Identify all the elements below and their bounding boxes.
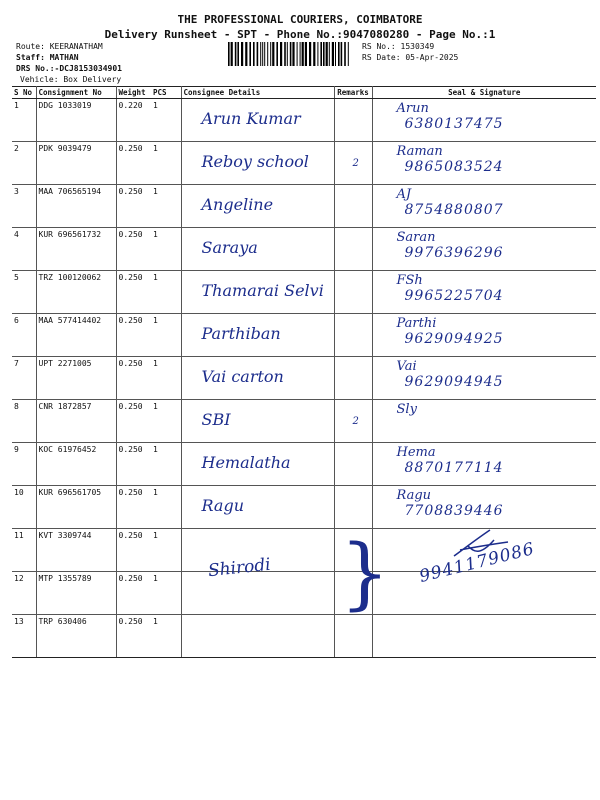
handwritten-signature: Vai bbox=[396, 359, 417, 374]
handwritten-signature: AJ bbox=[396, 187, 412, 202]
cell-pcs: 1 bbox=[151, 142, 181, 185]
handwritten-consignee-name: Vai carton bbox=[201, 367, 284, 386]
cell-weight: 0.220 bbox=[116, 99, 151, 142]
handwritten-consignee-name: Thamarai Selvi bbox=[201, 281, 324, 300]
cell-weight: 0.250 bbox=[116, 142, 151, 185]
cell-seal-signature bbox=[372, 443, 596, 486]
cell-pcs: 1 bbox=[151, 357, 181, 400]
col-signature-header: Seal & Signature bbox=[372, 87, 596, 99]
cell-sno: 8 bbox=[12, 400, 36, 443]
table-row bbox=[12, 357, 596, 400]
handwritten-signature: Arun bbox=[396, 101, 429, 116]
handwritten-consignee-name: SBI bbox=[201, 410, 231, 429]
cell-consignment-no: KVT 3309744 bbox=[36, 529, 116, 572]
route-label: Route: KEERANATHAM bbox=[16, 42, 103, 51]
cell-seal-signature bbox=[372, 185, 596, 228]
cell-remarks bbox=[334, 486, 372, 529]
table-row bbox=[12, 443, 596, 486]
cell-consignment-no: PDK 9039479 bbox=[36, 142, 116, 185]
cell-weight: 0.250 bbox=[116, 572, 151, 615]
table-row bbox=[12, 185, 596, 228]
cell-consignee bbox=[181, 615, 334, 658]
cell-sno: 9 bbox=[12, 443, 36, 486]
cell-remarks bbox=[334, 314, 372, 357]
table-row bbox=[12, 142, 596, 185]
handwritten-consignee-name: Parthiban bbox=[201, 324, 281, 343]
handwritten-phone-group: 9941179086 bbox=[417, 539, 537, 587]
cell-consignment-no: MAA 706565194 bbox=[36, 185, 116, 228]
cell-consignee bbox=[181, 228, 334, 271]
cell-remarks bbox=[334, 185, 372, 228]
vehicle-label: Vehicle: Box Delivery bbox=[20, 75, 122, 84]
cell-consignee bbox=[181, 142, 334, 185]
rs-number: RS No.: 1530349 bbox=[362, 42, 435, 51]
cell-pcs: 1 bbox=[151, 228, 181, 271]
cell-remarks bbox=[334, 228, 372, 271]
table-row bbox=[12, 228, 596, 271]
cell-remarks bbox=[334, 142, 372, 185]
cell-remarks bbox=[334, 400, 372, 443]
cell-weight: 0.250 bbox=[116, 357, 151, 400]
cell-weight: 0.250 bbox=[116, 314, 151, 357]
cell-pcs: 1 bbox=[151, 572, 181, 615]
curly-brace-mark: } bbox=[340, 529, 390, 619]
cell-weight: 0.250 bbox=[116, 271, 151, 314]
table-row bbox=[12, 314, 596, 357]
handwritten-consignee-name: Angeline bbox=[201, 195, 274, 214]
cell-consignee bbox=[181, 357, 334, 400]
handwritten-consignee-name: Hemalatha bbox=[201, 453, 291, 472]
cell-sno: 6 bbox=[12, 314, 36, 357]
cell-weight: 0.250 bbox=[116, 486, 151, 529]
cell-weight: 0.250 bbox=[116, 443, 151, 486]
cell-consignment-no: KUR 696561732 bbox=[36, 228, 116, 271]
handwritten-consignee-name: Ragu bbox=[201, 496, 244, 515]
handwritten-phone-number: 6380137475 bbox=[404, 116, 504, 132]
cell-sno: 2 bbox=[12, 142, 36, 185]
col-remarks-header: Remarks bbox=[334, 87, 372, 99]
cell-seal-signature bbox=[372, 357, 596, 400]
handwritten-remark: 2 bbox=[352, 416, 359, 427]
cell-sno: 4 bbox=[12, 228, 36, 271]
handwritten-signature: FSh bbox=[396, 273, 423, 288]
cell-sno: 1 bbox=[12, 99, 36, 142]
cell-consignment-no: TRZ 100120062 bbox=[36, 271, 116, 314]
handwritten-phone-number: 9629094925 bbox=[404, 331, 504, 347]
cell-seal-signature bbox=[372, 99, 596, 142]
col-sno-header: S No bbox=[12, 87, 36, 99]
handwritten-phone-number: 8754880807 bbox=[404, 202, 504, 218]
table-row bbox=[12, 572, 596, 615]
cell-pcs: 1 bbox=[151, 314, 181, 357]
cell-sno: 3 bbox=[12, 185, 36, 228]
table-row bbox=[12, 615, 596, 658]
col-consignee-header: Consignee Details bbox=[181, 87, 334, 99]
cell-seal-signature bbox=[372, 400, 596, 443]
cell-pcs: 1 bbox=[151, 486, 181, 529]
cell-pcs: 1 bbox=[151, 443, 181, 486]
cell-seal-signature bbox=[372, 271, 596, 314]
handwritten-consignee-name: Reboy school bbox=[201, 152, 309, 171]
staff-label: Staff: MATHAN bbox=[16, 53, 79, 62]
cell-consignment-no: DDG 1033019 bbox=[36, 99, 116, 142]
handwritten-signature: Hema bbox=[396, 445, 436, 460]
cell-seal-signature bbox=[372, 615, 596, 658]
handwritten-signature: Sly bbox=[396, 402, 417, 417]
cell-weight: 0.250 bbox=[116, 529, 151, 572]
table-header-row bbox=[12, 87, 596, 99]
cell-consignment-no: MTP 1355789 bbox=[36, 572, 116, 615]
handwritten-signature: Saran bbox=[396, 230, 436, 245]
handwritten-signature: Parthi bbox=[396, 316, 437, 331]
cell-pcs: 1 bbox=[151, 529, 181, 572]
cell-consignee bbox=[181, 185, 334, 228]
handwritten-consignee-name: Arun Kumar bbox=[201, 109, 301, 128]
cell-sno: 5 bbox=[12, 271, 36, 314]
cell-consignee bbox=[181, 400, 334, 443]
cell-sno: 7 bbox=[12, 357, 36, 400]
handwritten-phone-number: 9965225704 bbox=[404, 288, 504, 304]
table-row bbox=[12, 99, 596, 142]
cell-sno: 13 bbox=[12, 615, 36, 658]
cell-sno: 10 bbox=[12, 486, 36, 529]
cell-consignee bbox=[181, 314, 334, 357]
cell-remarks bbox=[334, 357, 372, 400]
cell-pcs: 1 bbox=[151, 271, 181, 314]
col-consignment-header: Consignment No bbox=[36, 87, 116, 99]
company-title: THE PROFESSIONAL COURIERS, COIMBATORE bbox=[177, 13, 423, 26]
handwritten-signature: Raman bbox=[396, 144, 443, 159]
cell-remarks bbox=[334, 271, 372, 314]
handwritten-signature: Ragu bbox=[396, 488, 432, 503]
cell-consignment-no: UPT 2271005 bbox=[36, 357, 116, 400]
cell-pcs: 1 bbox=[151, 99, 181, 142]
cell-consignee bbox=[181, 443, 334, 486]
cell-seal-signature bbox=[372, 142, 596, 185]
cell-sno: 12 bbox=[12, 572, 36, 615]
cell-weight: 0.250 bbox=[116, 185, 151, 228]
handwritten-phone-number: 9976396296 bbox=[404, 245, 504, 261]
cell-weight: 0.250 bbox=[116, 615, 151, 658]
cell-seal-signature bbox=[372, 572, 596, 615]
table-row bbox=[12, 400, 596, 443]
table-row bbox=[12, 486, 596, 529]
runsheet-table bbox=[12, 86, 596, 658]
cell-consignment-no: MAA 577414402 bbox=[36, 314, 116, 357]
cell-pcs: 1 bbox=[151, 400, 181, 443]
table-row bbox=[12, 271, 596, 314]
cell-consignment-no: KUR 696561705 bbox=[36, 486, 116, 529]
runsheet-subtitle: Delivery Runsheet - SPT - Phone No.:9047080280 - Page No.:1 bbox=[104, 28, 496, 41]
handwritten-consignee-name: Saraya bbox=[201, 238, 258, 257]
handwritten-consignee-group: Shirodi bbox=[207, 554, 272, 582]
cell-consignee bbox=[181, 486, 334, 529]
handwritten-phone-number: 7708839446 bbox=[404, 503, 504, 519]
cell-consignment-no: KOC 61976452 bbox=[36, 443, 116, 486]
cell-remarks bbox=[334, 443, 372, 486]
cell-remarks bbox=[334, 99, 372, 142]
cell-consignee bbox=[181, 271, 334, 314]
col-pcs-header: PCS bbox=[151, 87, 181, 99]
handwritten-phone-number: 8870177114 bbox=[404, 460, 504, 476]
cell-weight: 0.250 bbox=[116, 400, 151, 443]
cell-seal-signature bbox=[372, 314, 596, 357]
cell-consignee bbox=[181, 572, 334, 615]
cell-seal-signature bbox=[372, 228, 596, 271]
cell-consignment-no: TRP 630406 bbox=[36, 615, 116, 658]
cell-pcs: 1 bbox=[151, 615, 181, 658]
cell-weight: 0.250 bbox=[116, 228, 151, 271]
rs-date: RS Date: 05-Apr-2025 bbox=[362, 53, 459, 62]
handwritten-phone-number: 9629094945 bbox=[404, 374, 504, 390]
cell-sno: 11 bbox=[12, 529, 36, 572]
handwritten-phone-number: 9865083524 bbox=[404, 159, 504, 175]
drs-label: DRS No.:-DCJ8153034901 bbox=[16, 64, 122, 73]
cell-consignment-no: CNR 1872857 bbox=[36, 400, 116, 443]
col-weight-header: Weight bbox=[116, 87, 151, 99]
handwritten-remark: 2 bbox=[352, 158, 359, 169]
cell-consignee bbox=[181, 99, 334, 142]
cell-seal-signature bbox=[372, 486, 596, 529]
barcode-image bbox=[228, 42, 350, 66]
cell-pcs: 1 bbox=[151, 185, 181, 228]
